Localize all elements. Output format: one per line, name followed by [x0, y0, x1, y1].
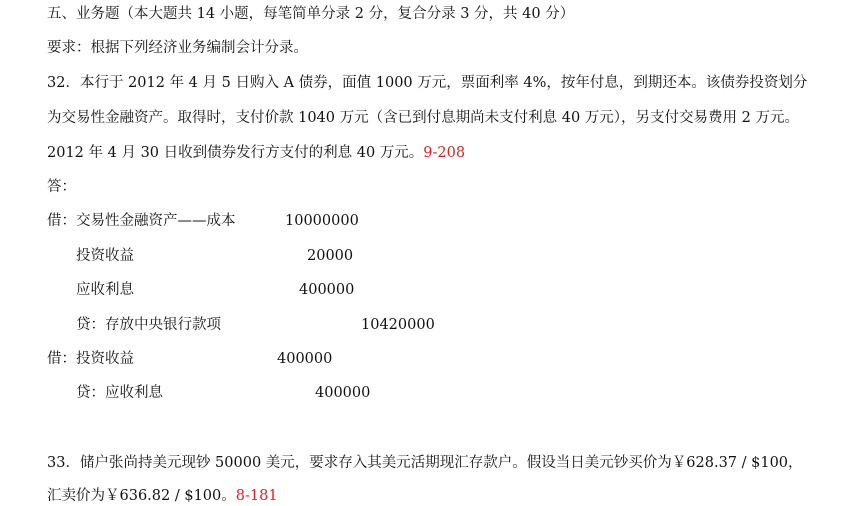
entry-5-amount: 400000: [277, 351, 333, 367]
entry-3-amount: 400000: [299, 282, 355, 298]
q33-line-2-text: 汇卖价为￥636.82 / $100。: [47, 488, 236, 504]
answer-label: 答：: [47, 179, 76, 195]
q33-line-1: 33．储户张尚持美元现钞 50000 美元，要求存入其美元活期现汇存款户。假设当日美元钞买价为￥628.37 / $100，: [47, 455, 803, 471]
entry-1-amount: 10000000: [285, 213, 359, 229]
q32-line-3: [47, 143, 465, 163]
q32-line-2: 为交易性金融资产。取得时，支付价款 1040 万元（含已到付息期尚未支付利息 40 万元），另支付交易费用 2 万元。: [47, 110, 799, 126]
q32-reference: 9-208: [423, 145, 466, 161]
section-heading: 五、业务题（本大题共 14 小题，每笔简单分录 2 分，复合分录 3 分，共 40 分）: [47, 6, 575, 22]
q33-reference: 8-181: [235, 488, 278, 504]
q32-line-1: 32．本行于 2012 年 4 月 5 日购入 A 债券，面值 1000 万元，票面利率 4%，按年付息，到期还本。该债券投资划分: [47, 75, 808, 91]
entry-5-label: 借：投资收益: [47, 351, 134, 367]
entry-6-amount: 400000: [315, 385, 371, 401]
q33-line-2: [47, 486, 278, 506]
q32-line-3-text: 2012 年 4 月 30 日收到债券发行方支付的利息 40 万元。: [47, 145, 424, 161]
entry-4-amount: 10420000: [361, 317, 435, 333]
requirement-text: 要求：根据下列经济业务编制会计分录。: [47, 40, 308, 56]
entry-3-label: 应收利息: [76, 282, 134, 298]
entry-4-label: 贷：存放中央银行款项: [76, 317, 221, 333]
entry-2-amount: 20000: [307, 248, 354, 264]
entry-2-label: 投资收益: [76, 248, 134, 264]
entry-1-label: 借：交易性金融资产——成本: [47, 213, 236, 229]
entry-6-label: 贷：应收利息: [76, 385, 163, 401]
